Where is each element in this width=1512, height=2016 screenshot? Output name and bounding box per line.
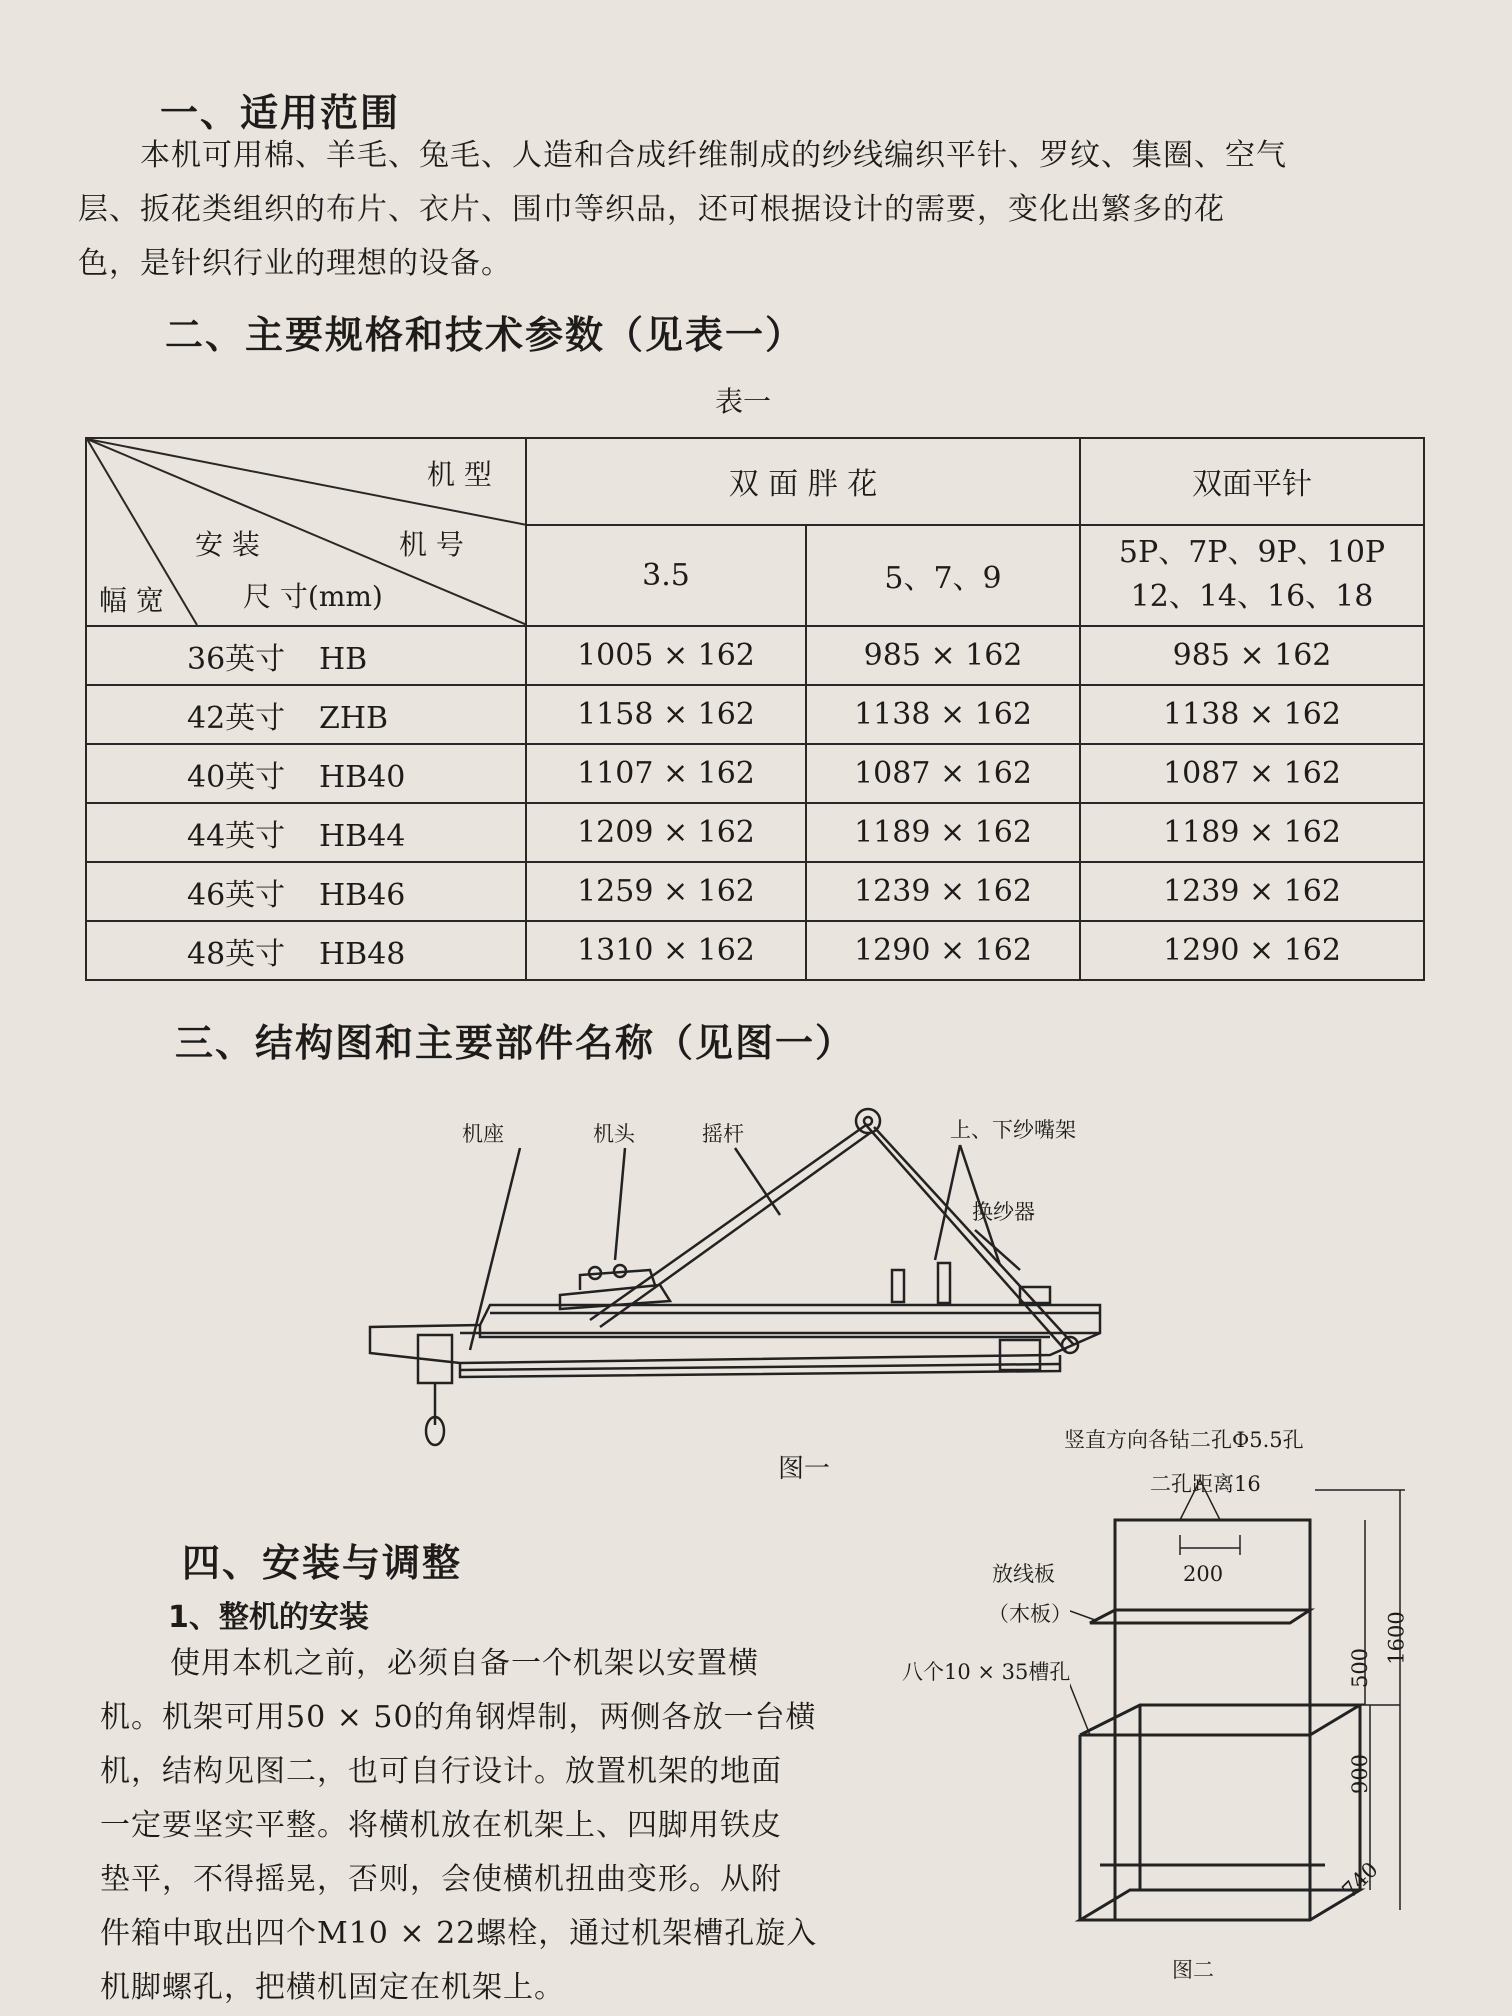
- row-width: 36英寸: [187, 641, 286, 677]
- group-header-jacquard: 双 面 胖 花: [526, 438, 1080, 525]
- cell: 1239 × 162: [1080, 862, 1424, 921]
- row-width: 40英寸: [187, 759, 286, 795]
- section4-line-4: 一定要坚实平整。将横机放在机架上、四脚用铁皮: [100, 1808, 782, 1843]
- row-width: 46英寸: [187, 877, 286, 913]
- subheader-plain-gauges: [1080, 525, 1424, 626]
- group-header-plain: 双面平针: [1080, 438, 1424, 525]
- table-row: [86, 626, 1424, 685]
- subheader-3-5: 3.5: [526, 525, 806, 626]
- section4-line-6: 件箱中取出四个M10 × 22螺栓，通过机架槽孔旋入: [100, 1916, 818, 1951]
- row-code: HB44: [319, 818, 406, 854]
- row-width: 44英寸: [187, 818, 286, 854]
- table-row: [86, 744, 1424, 803]
- section4-line-3: 机，结构见图二，也可自行设计。放置机架的地面: [100, 1754, 782, 1789]
- label-base: 机座: [462, 1122, 504, 1146]
- table-row: [86, 862, 1424, 921]
- corner-size: 尺 寸(mm): [243, 580, 383, 613]
- cell: 985 × 162: [806, 626, 1080, 685]
- section1-line-2: 层、扳花类组织的布片、衣片、围巾等织品，还可根据设计的需要，变化出繁多的花: [78, 192, 1225, 227]
- section4-line-2: 机。机架可用50 × 50的角钢焊制，两侧各放一台横: [100, 1700, 817, 1735]
- table-row: [86, 803, 1424, 862]
- figure2-board-label: 放线板: [992, 1562, 1055, 1586]
- corner-model-type: 机 型: [427, 458, 492, 491]
- cell: 985 × 162: [1080, 626, 1424, 685]
- row-label: [86, 626, 526, 685]
- section4-subheading: 1、整机的安装: [168, 1600, 369, 1635]
- section4-heading: 四、安装与调整: [182, 1541, 463, 1585]
- row-code: HB: [319, 641, 368, 677]
- section3-heading: 三、结构图和主要部件名称（见图一）: [175, 1021, 856, 1065]
- corner-width: 幅 宽: [99, 584, 164, 617]
- figure2-dim-500: 500: [1348, 1647, 1373, 1689]
- cell: 1138 × 162: [806, 685, 1080, 744]
- table-caption: 表一: [715, 385, 772, 418]
- cell: 1189 × 162: [1080, 803, 1424, 862]
- plain-gauges-line-1: 5P、7P、9P、10P: [1118, 535, 1386, 571]
- corner-model-no: 机 号: [399, 528, 464, 561]
- row-code: ZHB: [319, 700, 389, 736]
- cell: 1259 × 162: [526, 862, 806, 921]
- section2-heading: 二、主要规格和技术参数（见表一）: [165, 313, 806, 357]
- row-width: 42英寸: [187, 700, 286, 736]
- table-row: [86, 685, 1424, 744]
- section1-line-1: 本机可用棉、羊毛、兔毛、人造和合成纤维制成的纱线编织平针、罗纹、集圈、空气: [140, 138, 1287, 173]
- row-code: HB48: [319, 936, 406, 972]
- figure2-dim-740: 740: [1337, 1857, 1383, 1903]
- section4-line-5: 垫平，不得摇晃，否则，会使横机扭曲变形。从附: [100, 1862, 782, 1897]
- figure2-note-distance: 二孔距离16: [1150, 1472, 1261, 1496]
- cell: 1087 × 162: [806, 744, 1080, 803]
- table-corner-cell: [86, 438, 526, 626]
- cell: 1005 × 162: [526, 626, 806, 685]
- section1-line-3: 色，是针织行业的理想的设备。: [78, 246, 512, 281]
- table-row: [86, 921, 1424, 980]
- cell: 1158 × 162: [526, 685, 806, 744]
- section4-line-1: 使用本机之前，必须自备一个机架以安置横: [170, 1646, 759, 1681]
- cell: 1290 × 162: [1080, 921, 1424, 980]
- figure2-note-holes: 竖直方向各钻二孔Φ5.5孔: [1064, 1428, 1304, 1452]
- figure2-dim-900: 900: [1348, 1753, 1373, 1795]
- label-yarn-rack: 上、下纱嘴架: [950, 1118, 1076, 1142]
- figure2-caption: 图二: [1172, 1958, 1214, 1982]
- row-label: [86, 803, 526, 862]
- label-changer: 换纱器: [972, 1200, 1035, 1224]
- plain-gauges-line-2: 12、14、16、18: [1130, 579, 1374, 615]
- cell: 1107 × 162: [526, 744, 806, 803]
- row-code: HB46: [319, 877, 406, 913]
- label-head: 机头: [593, 1122, 635, 1146]
- spec-table: [85, 437, 1425, 981]
- cell: 1189 × 162: [806, 803, 1080, 862]
- cell: 1290 × 162: [806, 921, 1080, 980]
- cell: 1087 × 162: [1080, 744, 1424, 803]
- label-rocker: 摇杆: [702, 1122, 744, 1146]
- cell: 1209 × 162: [526, 803, 806, 862]
- row-label: [86, 921, 526, 980]
- figure2-board-material: （木板）: [988, 1602, 1072, 1626]
- figure2-dim-200: 200: [1183, 1562, 1224, 1586]
- section1-heading: 一、适用范围: [160, 91, 401, 135]
- row-width: 48英寸: [187, 936, 286, 972]
- figure1-knitting-machine: [360, 1105, 1120, 1450]
- row-label: [86, 685, 526, 744]
- figure2-slots-label: 八个10 × 35槽孔: [902, 1660, 1071, 1684]
- cell: 1310 × 162: [526, 921, 806, 980]
- corner-install: 安 装: [195, 528, 260, 561]
- row-code: HB40: [319, 759, 406, 795]
- section4-line-7: 机脚螺孔，把横机固定在机架上。: [100, 1970, 565, 2005]
- row-label: [86, 744, 526, 803]
- figure2-dim-1600: 1600: [1384, 1611, 1409, 1665]
- cell: 1138 × 162: [1080, 685, 1424, 744]
- figure1-caption: 图一: [778, 1454, 831, 1484]
- subheader-5-7-9: 5、7、9: [806, 525, 1080, 626]
- cell: 1239 × 162: [806, 862, 1080, 921]
- row-label: [86, 862, 526, 921]
